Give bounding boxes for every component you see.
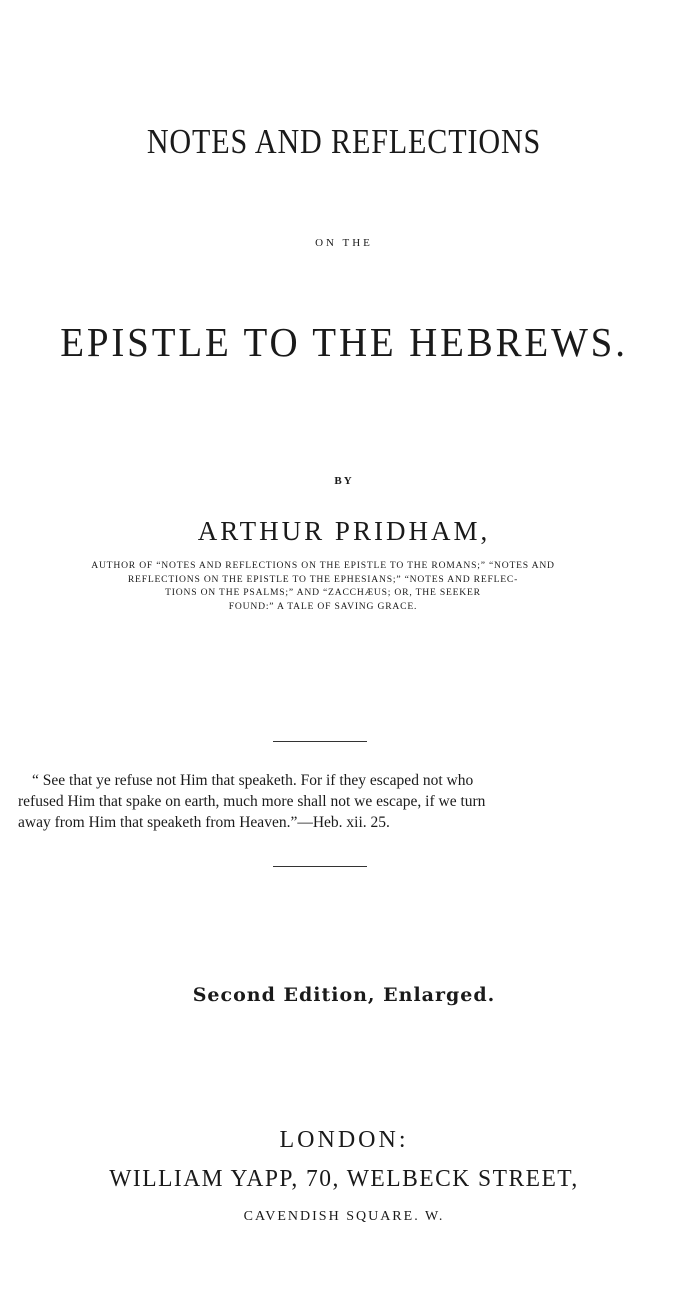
credits-line: TIONS ON THE PSALMS;” AND “ZACCHÆUS; OR, THE SEEKER <box>165 587 481 598</box>
imprint-publisher: WILLIAM YAPP, 70, WELBECK STREET, <box>109 1166 579 1192</box>
epigraph <box>18 770 630 833</box>
by-label: BY <box>334 475 354 487</box>
credits-line: FOUND:” A TALE OF SAVING GRACE. <box>228 600 418 612</box>
author-credits <box>18 559 628 613</box>
author-name: ARTHUR PRIDHAM, <box>197 516 491 546</box>
imprint-city: LONDON: <box>279 1127 409 1153</box>
title-line-1: NOTES AND REFLECTIONS <box>146 122 542 161</box>
epigraph-line: “ See that ye refuse not Him that speaketh. For if they escaped not who <box>32 772 474 789</box>
title-line-2: EPISTLE TO THE HEBREWS. <box>60 319 628 365</box>
divider-rule <box>273 741 367 742</box>
edition-note: Second Edition, Enlarged. <box>192 984 496 1006</box>
credits-line: AUTHOR OF “NOTES AND REFLECTIONS ON THE EPISTLE TO THE ROMANS;” “NOTES AND <box>91 560 555 571</box>
credits-line: REFLECTIONS ON THE EPISTLE TO THE EPHESIANS;” “NOTES AND REFLEC- <box>127 573 519 585</box>
epigraph-line: refused Him that spake on earth, much more shall not we escape, if we turn <box>18 793 486 810</box>
divider-rule <box>273 866 367 867</box>
title-connector: ON THE <box>315 237 373 249</box>
imprint-address: CAVENDISH SQUARE. W. <box>243 1209 445 1224</box>
epigraph-line: away from Him that speaketh from Heaven.”—Heb. xii. 25. <box>18 814 390 831</box>
